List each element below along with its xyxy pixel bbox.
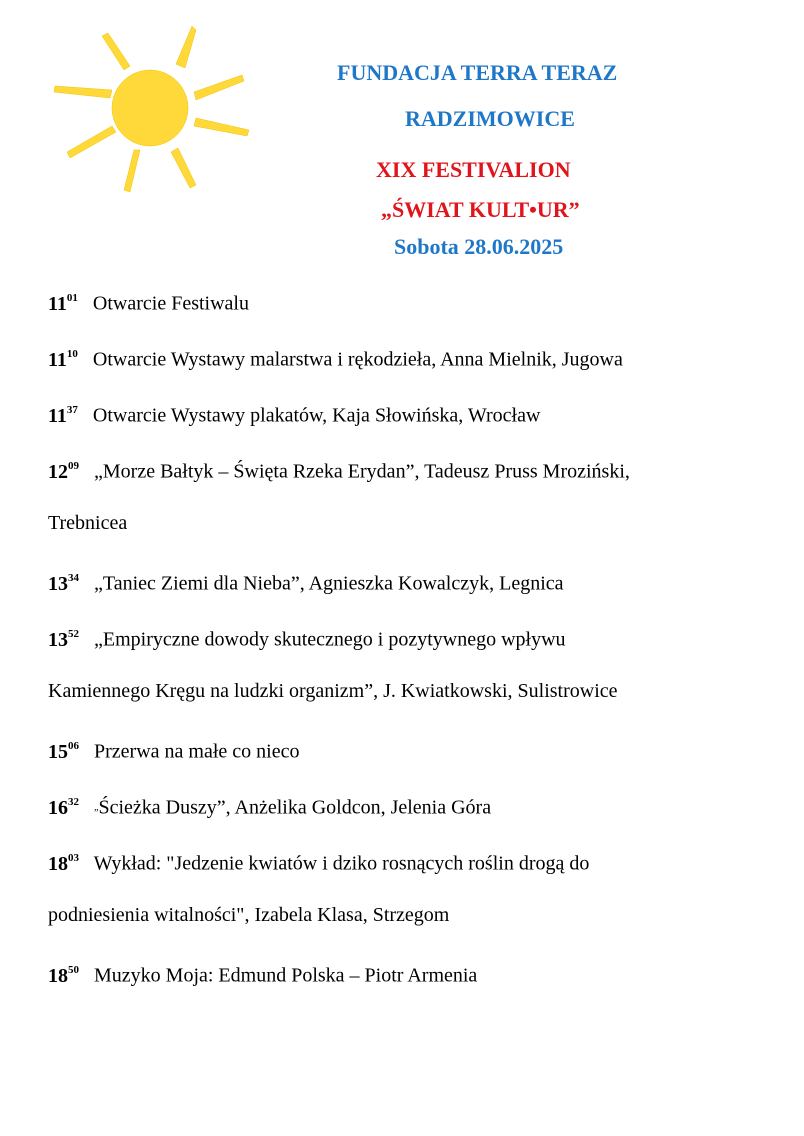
time: $12^{09}$ <box>48 460 79 483</box>
schedule-text: Otwarcie Wystawy malarstwa i rękodzieła, Anna Mielnik, Jugowa <box>92 348 623 371</box>
schedule-continuation: Trebnicea <box>48 512 128 534</box>
schedule-continuation: podniesienia witalności", Izabela Klasa, Strzegom <box>48 904 450 926</box>
place-title: RADZIMOWICE <box>405 106 575 131</box>
schedule-text: Ścieżka Duszy”, Anżelika Goldcon, Jelenia Góra <box>98 796 492 819</box>
schedule-text: Otwarcie Festiwalu <box>92 292 249 315</box>
organization-title: FUNDACJA TERRA TERAZ <box>337 60 618 85</box>
festival-subtitle: „ŚWIAT KULT•UR” <box>381 197 580 222</box>
schedule-item <box>48 840 768 896</box>
time: $15^{06}$ <box>48 740 79 763</box>
time: $11^{01}$ <box>48 292 78 315</box>
small-quote-mark: „ <box>94 801 99 813</box>
time: $11^{10}$ <box>48 348 78 371</box>
schedule-text: „Morze Bałtyk – Święta Rzeka Erydan”, Tadeusz Pruss Mroziński, <box>94 460 630 483</box>
time: $18^{50}$ <box>48 964 79 987</box>
schedule-text: Muzyko Moja: Edmund Polska – Piotr Armenia <box>94 964 478 987</box>
schedule-item <box>48 336 768 392</box>
time: $16^{32}$ <box>48 796 79 819</box>
schedule-text: Przerwa na małe co nieco <box>94 740 300 763</box>
festival-title: XIX FESTIVALION <box>376 157 571 182</box>
schedule-item <box>48 784 768 840</box>
schedule-item <box>48 280 768 336</box>
schedule-item <box>48 616 768 672</box>
time: $13^{52}$ <box>48 628 79 651</box>
sun-icon <box>44 20 254 195</box>
schedule-text: „Taniec Ziemi dla Nieba”, Agnieszka Kowalczyk, Legnica <box>94 572 564 595</box>
time: $11^{37}$ <box>48 404 78 427</box>
schedule-item <box>48 448 768 504</box>
schedule-item <box>48 728 768 784</box>
schedule-text: „Empiryczne dowody skutecznego i pozytywnego wpływu <box>94 628 566 651</box>
schedule-text: Otwarcie Wystawy plakatów, Kaja Słowińska, Wrocław <box>92 404 541 427</box>
schedule-item <box>48 392 768 448</box>
schedule-text: Wykład: "Jedzenie kwiatów i dziko rosnących roślin drogą do <box>93 852 590 875</box>
time: $13^{34}$ <box>48 572 79 595</box>
schedule-item <box>48 952 768 1008</box>
schedule-list <box>48 280 768 1008</box>
schedule-item <box>48 560 768 616</box>
schedule-continuation: Kamiennego Kręgu na ludzki organizm”, J. Kwiatkowski, Sulistrowice <box>48 680 618 702</box>
event-date: Sobota 28.06.2025 <box>394 234 564 259</box>
time: $18^{03}$ <box>48 852 79 875</box>
